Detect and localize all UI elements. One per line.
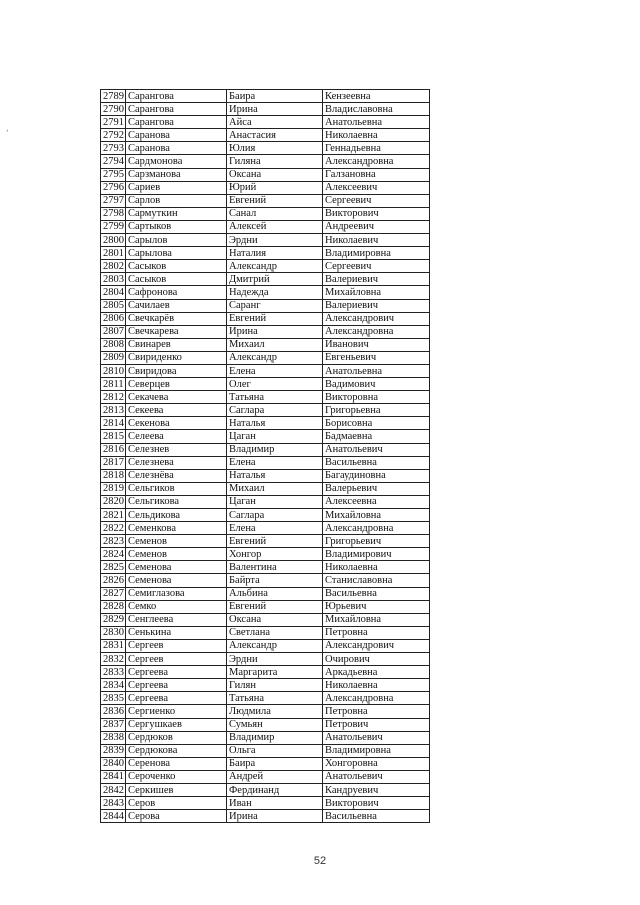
last-name-cell: Сельгиков — [126, 482, 227, 495]
row-number-cell: 2817 — [101, 456, 126, 469]
patronymic-cell: Александрович — [323, 639, 430, 652]
last-name-cell: Селезнев — [126, 443, 227, 456]
table-row — [101, 247, 430, 260]
row-number-cell: 2806 — [101, 312, 126, 325]
table-row — [101, 692, 430, 705]
table-row — [101, 194, 430, 207]
patronymic-cell: Борисовна — [323, 417, 430, 430]
row-number-cell: 2812 — [101, 391, 126, 404]
row-number-cell: 2818 — [101, 469, 126, 482]
row-number-cell: 2839 — [101, 744, 126, 757]
row-number-cell: 2809 — [101, 351, 126, 364]
row-number-cell: 2836 — [101, 705, 126, 718]
last-name-cell: Серова — [126, 810, 227, 823]
last-name-cell: Секачева — [126, 391, 227, 404]
row-number-cell: 2834 — [101, 679, 126, 692]
first-name-cell: Александр — [227, 639, 323, 652]
first-name-cell: Владимир — [227, 443, 323, 456]
row-number-cell: 2825 — [101, 561, 126, 574]
first-name-cell: Баира — [227, 757, 323, 770]
first-name-cell: Оксана — [227, 168, 323, 181]
patronymic-cell: Валериевич — [323, 299, 430, 312]
row-number-cell: 2802 — [101, 260, 126, 273]
patronymic-cell: Геннадьевна — [323, 142, 430, 155]
first-name-cell: Михаил — [227, 338, 323, 351]
patronymic-cell: Багаудиновна — [323, 469, 430, 482]
first-name-cell: Светлана — [227, 626, 323, 639]
last-name-cell: Секенова — [126, 417, 227, 430]
patronymic-cell: Анатольевна — [323, 116, 430, 129]
last-name-cell: Сенькина — [126, 626, 227, 639]
table-row — [101, 456, 430, 469]
row-number-cell: 2844 — [101, 810, 126, 823]
last-name-cell: Сердюков — [126, 731, 227, 744]
row-number-cell: 2824 — [101, 548, 126, 561]
first-name-cell: Оксана — [227, 613, 323, 626]
first-name-cell: Цаган — [227, 430, 323, 443]
last-name-cell: Сарангова — [126, 103, 227, 116]
table-row — [101, 653, 430, 666]
table-row — [101, 495, 430, 508]
row-number-cell: 2821 — [101, 509, 126, 522]
first-name-cell: Елена — [227, 522, 323, 535]
first-name-cell: Фердинанд — [227, 783, 323, 796]
row-number-cell: 2833 — [101, 666, 126, 679]
table-row — [101, 587, 430, 600]
table-row — [101, 744, 430, 757]
patronymic-cell: Вадимович — [323, 378, 430, 391]
first-name-cell: Евгений — [227, 600, 323, 613]
first-name-cell: Евгений — [227, 194, 323, 207]
table-row — [101, 404, 430, 417]
patronymic-cell: Евгеньевич — [323, 351, 430, 364]
last-name-cell: Сарлов — [126, 194, 227, 207]
table-row — [101, 207, 430, 220]
patronymic-cell: Викторовна — [323, 391, 430, 404]
patronymic-cell: Сергеевич — [323, 194, 430, 207]
patronymic-cell: Петровна — [323, 705, 430, 718]
table-row — [101, 129, 430, 142]
table-row — [101, 600, 430, 613]
first-name-cell: Андрей — [227, 770, 323, 783]
row-number-cell: 2792 — [101, 129, 126, 142]
row-number-cell: 2826 — [101, 574, 126, 587]
first-name-cell: Санал — [227, 207, 323, 220]
patronymic-cell: Бадмаевна — [323, 430, 430, 443]
patronymic-cell: Кандруевич — [323, 783, 430, 796]
last-name-cell: Сардмонова — [126, 155, 227, 168]
row-number-cell: 2803 — [101, 273, 126, 286]
table-row — [101, 325, 430, 338]
first-name-cell: Юрий — [227, 181, 323, 194]
patronymic-cell: Григорьевич — [323, 535, 430, 548]
row-number-cell: 2804 — [101, 286, 126, 299]
patronymic-cell: Анатольевна — [323, 364, 430, 377]
row-number-cell: 2791 — [101, 116, 126, 129]
first-name-cell: Хонгор — [227, 548, 323, 561]
table-row — [101, 155, 430, 168]
last-name-cell: Селезнёва — [126, 469, 227, 482]
table-row — [101, 338, 430, 351]
table-row — [101, 548, 430, 561]
first-name-cell: Елена — [227, 456, 323, 469]
page-number: 52 — [313, 855, 327, 867]
table-row — [101, 705, 430, 718]
row-number-cell: 2831 — [101, 639, 126, 652]
table-row — [101, 522, 430, 535]
last-name-cell: Сарангова — [126, 90, 227, 103]
last-name-cell: Свиридова — [126, 364, 227, 377]
row-number-cell: 2823 — [101, 535, 126, 548]
row-number-cell: 2799 — [101, 220, 126, 233]
first-name-cell: Саглара — [227, 404, 323, 417]
table-row — [101, 220, 430, 233]
last-name-cell: Сармуткин — [126, 207, 227, 220]
last-name-cell: Сенглеева — [126, 613, 227, 626]
row-number-cell: 2835 — [101, 692, 126, 705]
first-name-cell: Альбина — [227, 587, 323, 600]
table-row — [101, 783, 430, 796]
table-row — [101, 574, 430, 587]
patronymic-cell: Кензеевна — [323, 90, 430, 103]
table-row — [101, 757, 430, 770]
last-name-cell: Свинарев — [126, 338, 227, 351]
table-row — [101, 181, 430, 194]
table-row — [101, 90, 430, 103]
scan-speck: ‘ — [6, 128, 9, 137]
first-name-cell: Дмитрий — [227, 273, 323, 286]
table-row — [101, 718, 430, 731]
first-name-cell: Маргарита — [227, 666, 323, 679]
last-name-cell: Селезнева — [126, 456, 227, 469]
last-name-cell: Сартыков — [126, 220, 227, 233]
table-row — [101, 116, 430, 129]
patronymic-cell: Алексеевич — [323, 181, 430, 194]
last-name-cell: Сельдикова — [126, 509, 227, 522]
table-row — [101, 351, 430, 364]
last-name-cell: Сарзманова — [126, 168, 227, 181]
row-number-cell: 2798 — [101, 207, 126, 220]
first-name-cell: Гилян — [227, 679, 323, 692]
first-name-cell: Юлия — [227, 142, 323, 155]
first-name-cell: Евгений — [227, 312, 323, 325]
patronymic-cell: Александровна — [323, 155, 430, 168]
last-name-cell: Сасыков — [126, 260, 227, 273]
patronymic-cell: Васильевна — [323, 456, 430, 469]
patronymic-cell: Николаевна — [323, 679, 430, 692]
first-name-cell: Цаган — [227, 495, 323, 508]
patronymic-cell: Петрович — [323, 718, 430, 731]
row-number-cell: 2795 — [101, 168, 126, 181]
patronymic-cell: Михайловна — [323, 613, 430, 626]
last-name-cell: Саранова — [126, 142, 227, 155]
patronymic-cell: Петровна — [323, 626, 430, 639]
table-row — [101, 299, 430, 312]
table-row — [101, 731, 430, 744]
last-name-cell: Сергеев — [126, 639, 227, 652]
first-name-cell: Татьяна — [227, 391, 323, 404]
row-number-cell: 2819 — [101, 482, 126, 495]
patronymic-cell: Аркадьевна — [323, 666, 430, 679]
row-number-cell: 2822 — [101, 522, 126, 535]
row-number-cell: 2800 — [101, 234, 126, 247]
row-number-cell: 2796 — [101, 181, 126, 194]
first-name-cell: Сумьян — [227, 718, 323, 731]
first-name-cell: Эрдни — [227, 653, 323, 666]
patronymic-cell: Александровна — [323, 522, 430, 535]
first-name-cell: Наталия — [227, 247, 323, 260]
table-row — [101, 364, 430, 377]
patronymic-cell: Анатольевич — [323, 731, 430, 744]
table-row — [101, 260, 430, 273]
table-row — [101, 234, 430, 247]
last-name-cell: Серов — [126, 797, 227, 810]
row-number-cell: 2793 — [101, 142, 126, 155]
row-number-cell: 2807 — [101, 325, 126, 338]
table-row — [101, 810, 430, 823]
row-number-cell: 2808 — [101, 338, 126, 351]
last-name-cell: Семенова — [126, 561, 227, 574]
patronymic-cell: Александровна — [323, 692, 430, 705]
last-name-cell: Сергеева — [126, 679, 227, 692]
last-name-cell: Сариев — [126, 181, 227, 194]
last-name-cell: Серенова — [126, 757, 227, 770]
row-number-cell: 2838 — [101, 731, 126, 744]
row-number-cell: 2797 — [101, 194, 126, 207]
row-number-cell: 2790 — [101, 103, 126, 116]
row-number-cell: 2820 — [101, 495, 126, 508]
first-name-cell: Ольга — [227, 744, 323, 757]
row-number-cell: 2813 — [101, 404, 126, 417]
row-number-cell: 2816 — [101, 443, 126, 456]
row-number-cell: 2828 — [101, 600, 126, 613]
patronymic-cell: Васильевна — [323, 587, 430, 600]
first-name-cell: Александр — [227, 260, 323, 273]
first-name-cell: Ирина — [227, 103, 323, 116]
table-row — [101, 391, 430, 404]
patronymic-cell: Сергеевич — [323, 260, 430, 273]
last-name-cell: Сергеева — [126, 666, 227, 679]
roster-table-body — [101, 90, 430, 823]
table-row — [101, 443, 430, 456]
patronymic-cell: Михайловна — [323, 509, 430, 522]
table-row — [101, 482, 430, 495]
first-name-cell: Саглара — [227, 509, 323, 522]
row-number-cell: 2843 — [101, 797, 126, 810]
row-number-cell: 2841 — [101, 770, 126, 783]
last-name-cell: Сарангова — [126, 116, 227, 129]
table-row — [101, 417, 430, 430]
last-name-cell: Сачилаев — [126, 299, 227, 312]
patronymic-cell: Алексеевна — [323, 495, 430, 508]
table-row — [101, 509, 430, 522]
roster-table — [100, 89, 430, 823]
first-name-cell: Надежда — [227, 286, 323, 299]
row-number-cell: 2814 — [101, 417, 126, 430]
last-name-cell: Семенов — [126, 548, 227, 561]
table-row — [101, 286, 430, 299]
last-name-cell: Семиглазова — [126, 587, 227, 600]
row-number-cell: 2840 — [101, 757, 126, 770]
patronymic-cell: Хонгоровна — [323, 757, 430, 770]
first-name-cell: Татьяна — [227, 692, 323, 705]
last-name-cell: Селеева — [126, 430, 227, 443]
first-name-cell: Ирина — [227, 810, 323, 823]
table-row — [101, 626, 430, 639]
last-name-cell: Семенов — [126, 535, 227, 548]
first-name-cell: Людмила — [227, 705, 323, 718]
first-name-cell: Наталья — [227, 417, 323, 430]
row-number-cell: 2801 — [101, 247, 126, 260]
last-name-cell: Сасыков — [126, 273, 227, 286]
table-row — [101, 273, 430, 286]
first-name-cell: Олег — [227, 378, 323, 391]
patronymic-cell: Александровна — [323, 325, 430, 338]
row-number-cell: 2789 — [101, 90, 126, 103]
table-row — [101, 312, 430, 325]
last-name-cell: Семко — [126, 600, 227, 613]
patronymic-cell: Анатольевич — [323, 770, 430, 783]
last-name-cell: Свечкарева — [126, 325, 227, 338]
first-name-cell: Михаил — [227, 482, 323, 495]
last-name-cell: Сергушкаев — [126, 718, 227, 731]
patronymic-cell: Александрович — [323, 312, 430, 325]
row-number-cell: 2832 — [101, 653, 126, 666]
first-name-cell: Наталья — [227, 469, 323, 482]
first-name-cell: Елена — [227, 364, 323, 377]
row-number-cell: 2837 — [101, 718, 126, 731]
last-name-cell: Сафронова — [126, 286, 227, 299]
row-number-cell: 2815 — [101, 430, 126, 443]
row-number-cell: 2842 — [101, 783, 126, 796]
table-row — [101, 561, 430, 574]
patronymic-cell: Андреевич — [323, 220, 430, 233]
row-number-cell: 2810 — [101, 364, 126, 377]
last-name-cell: Сергеев — [126, 653, 227, 666]
first-name-cell: Байрта — [227, 574, 323, 587]
first-name-cell: Алексей — [227, 220, 323, 233]
last-name-cell: Свечкарёв — [126, 312, 227, 325]
row-number-cell: 2827 — [101, 587, 126, 600]
last-name-cell: Сергиенко — [126, 705, 227, 718]
last-name-cell: Семенкова — [126, 522, 227, 535]
patronymic-cell: Очирович — [323, 653, 430, 666]
table-row — [101, 469, 430, 482]
last-name-cell: Свириденко — [126, 351, 227, 364]
table-row — [101, 430, 430, 443]
patronymic-cell: Григорьевна — [323, 404, 430, 417]
last-name-cell: Северцев — [126, 378, 227, 391]
patronymic-cell: Владимировна — [323, 247, 430, 260]
first-name-cell: Анастасия — [227, 129, 323, 142]
last-name-cell: Сероченко — [126, 770, 227, 783]
table-row — [101, 378, 430, 391]
first-name-cell: Гиляна — [227, 155, 323, 168]
patronymic-cell: Владимировна — [323, 744, 430, 757]
row-number-cell: 2811 — [101, 378, 126, 391]
last-name-cell: Серкишев — [126, 783, 227, 796]
patronymic-cell: Юрьевич — [323, 600, 430, 613]
row-number-cell: 2829 — [101, 613, 126, 626]
first-name-cell: Александр — [227, 351, 323, 364]
last-name-cell: Сердюкова — [126, 744, 227, 757]
patronymic-cell: Николаевич — [323, 234, 430, 247]
first-name-cell: Саранг — [227, 299, 323, 312]
patronymic-cell: Васильевна — [323, 810, 430, 823]
patronymic-cell: Николаевна — [323, 129, 430, 142]
patronymic-cell: Викторович — [323, 207, 430, 220]
first-name-cell: Эрдни — [227, 234, 323, 247]
patronymic-cell: Галзановна — [323, 168, 430, 181]
last-name-cell: Сарылова — [126, 247, 227, 260]
table-row — [101, 770, 430, 783]
first-name-cell: Иван — [227, 797, 323, 810]
patronymic-cell: Иванович — [323, 338, 430, 351]
patronymic-cell: Николаевна — [323, 561, 430, 574]
table-row — [101, 168, 430, 181]
first-name-cell: Евгений — [227, 535, 323, 548]
patronymic-cell: Валерьевич — [323, 482, 430, 495]
first-name-cell: Айса — [227, 116, 323, 129]
patronymic-cell: Владиславовна — [323, 103, 430, 116]
table-row — [101, 639, 430, 652]
table-row — [101, 666, 430, 679]
row-number-cell: 2830 — [101, 626, 126, 639]
patronymic-cell: Станиславовна — [323, 574, 430, 587]
table-row — [101, 613, 430, 626]
first-name-cell: Баира — [227, 90, 323, 103]
first-name-cell: Владимир — [227, 731, 323, 744]
table-row — [101, 797, 430, 810]
last-name-cell: Секеева — [126, 404, 227, 417]
patronymic-cell: Михайловна — [323, 286, 430, 299]
first-name-cell: Валентина — [227, 561, 323, 574]
row-number-cell: 2794 — [101, 155, 126, 168]
last-name-cell: Сельгикова — [126, 495, 227, 508]
first-name-cell: Ирина — [227, 325, 323, 338]
patronymic-cell: Владимирович — [323, 548, 430, 561]
table-row — [101, 679, 430, 692]
patronymic-cell: Викторович — [323, 797, 430, 810]
last-name-cell: Саранова — [126, 129, 227, 142]
last-name-cell: Сарылов — [126, 234, 227, 247]
table-row — [101, 142, 430, 155]
table-row — [101, 535, 430, 548]
patronymic-cell: Анатольевич — [323, 443, 430, 456]
last-name-cell: Сергеева — [126, 692, 227, 705]
last-name-cell: Семенова — [126, 574, 227, 587]
table-row — [101, 103, 430, 116]
patronymic-cell: Валериевич — [323, 273, 430, 286]
row-number-cell: 2805 — [101, 299, 126, 312]
